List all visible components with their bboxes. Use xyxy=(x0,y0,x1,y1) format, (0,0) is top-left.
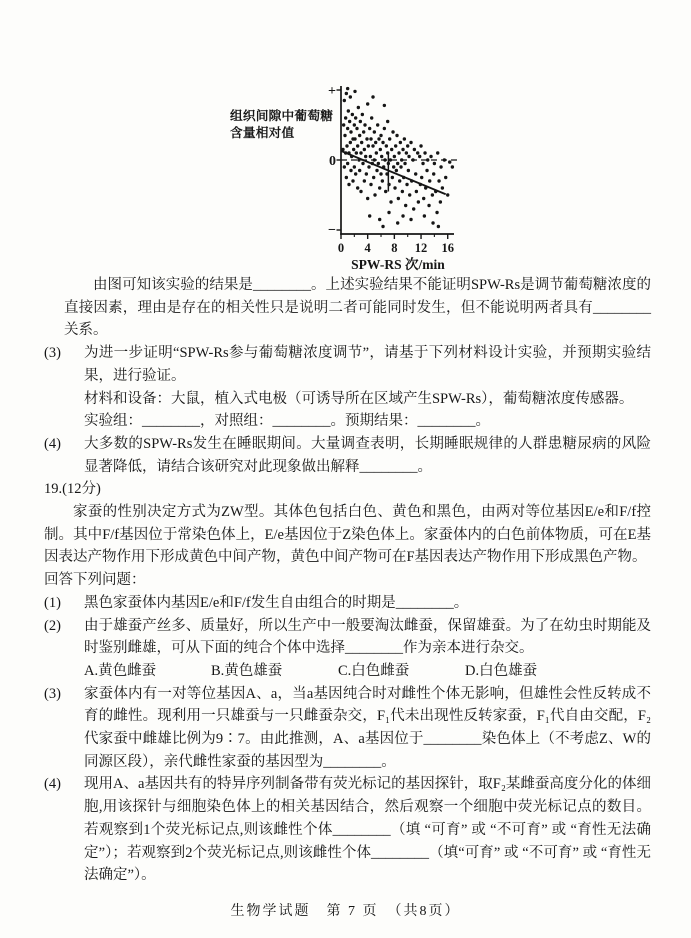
data-point xyxy=(381,179,384,182)
data-point xyxy=(383,104,386,107)
data-point xyxy=(431,193,434,196)
data-point xyxy=(376,123,379,126)
data-point xyxy=(407,169,410,172)
data-point xyxy=(347,109,350,112)
data-point xyxy=(381,225,384,228)
data-point xyxy=(387,183,390,186)
data-point xyxy=(363,123,366,126)
data-point xyxy=(349,95,352,98)
x-tick-label: 0 xyxy=(337,241,345,255)
option-c: C.白色雌蚕 xyxy=(338,662,410,679)
data-point xyxy=(365,137,368,140)
data-point xyxy=(437,179,440,182)
data-point xyxy=(368,214,371,217)
data-point xyxy=(377,137,380,140)
data-point xyxy=(434,190,437,193)
data-point xyxy=(399,165,402,168)
data-point xyxy=(353,123,356,126)
data-point xyxy=(373,158,376,161)
y-mark-zero: 0 xyxy=(329,154,336,169)
data-point xyxy=(363,179,366,182)
question-19-intro: 家蚕的性别决定方式为ZW型。其体色包括白色、黄色和黑色，由两对等位基因E/e和F/f控制。其中F/f基因位于常染色体上，E/e基因位于Z染色体上。家蚕体内的白色前体物质，可在E基因表达产物作用下形成黄色中间产物，黄色中间产物可在F基因表达产物作用下形成黑色产物。 xyxy=(44,504,651,566)
data-point xyxy=(363,148,366,151)
data-point xyxy=(396,221,399,224)
question-19-item-1 xyxy=(44,592,651,615)
y-mark-plus: + xyxy=(328,84,336,99)
data-point xyxy=(414,172,417,175)
q19-2-text: 由于雄蚕产丝多、质量好，所以生产中一般要淘汰雌蚕，保留雄蚕。为了在幼虫时期能及时鉴别雌雄，可从下面的纯合个体中选择________作为亲本进行杂交。 xyxy=(84,617,651,657)
data-point xyxy=(366,102,369,105)
data-point xyxy=(448,160,451,163)
data-point xyxy=(426,158,429,161)
data-point xyxy=(394,144,397,147)
data-point xyxy=(393,155,396,158)
question-19-item-2 xyxy=(44,615,651,683)
data-point xyxy=(398,179,401,182)
data-point xyxy=(375,169,378,172)
data-point xyxy=(364,155,367,158)
data-point xyxy=(439,165,442,168)
data-point xyxy=(378,186,381,189)
data-point xyxy=(353,90,356,93)
data-point xyxy=(405,151,408,154)
data-point xyxy=(373,130,376,133)
data-point xyxy=(346,87,349,90)
data-point xyxy=(347,183,350,186)
data-point xyxy=(381,141,384,144)
data-point xyxy=(386,151,389,154)
data-point xyxy=(345,176,348,179)
data-point xyxy=(416,151,419,154)
data-point xyxy=(359,120,362,123)
data-point xyxy=(403,162,406,165)
question-18-item-3 xyxy=(44,342,651,433)
y-axis-label-line2: 含量相对值 xyxy=(230,126,295,140)
data-point xyxy=(385,144,388,147)
data-point xyxy=(362,130,365,133)
data-point xyxy=(341,148,344,151)
scatter-plot-svg xyxy=(228,82,490,274)
item-content xyxy=(84,433,651,478)
item-marker: (3) xyxy=(44,685,61,702)
data-point xyxy=(379,134,382,137)
data-point xyxy=(345,144,348,147)
item-marker: (4) xyxy=(44,435,61,452)
data-point xyxy=(443,158,446,161)
data-point xyxy=(382,165,385,168)
data-point xyxy=(344,116,347,119)
data-point xyxy=(408,193,411,196)
option-b: B.黄色雄蚕 xyxy=(211,662,283,679)
data-point xyxy=(391,130,394,133)
data-point xyxy=(420,176,423,179)
data-point xyxy=(374,141,377,144)
data-point xyxy=(385,172,388,175)
data-point xyxy=(355,151,358,154)
data-point xyxy=(406,144,409,147)
question-19-item-4 xyxy=(44,773,651,887)
data-point xyxy=(418,155,421,158)
data-point xyxy=(435,211,438,214)
data-point xyxy=(446,193,449,196)
data-point xyxy=(397,197,400,200)
data-point xyxy=(411,158,414,161)
data-point xyxy=(439,200,442,203)
data-point xyxy=(371,95,374,98)
data-point xyxy=(412,207,415,210)
question-19-item-3 xyxy=(44,683,651,774)
data-point xyxy=(373,193,376,196)
data-point xyxy=(437,225,440,228)
data-point xyxy=(348,120,351,123)
q3-materials-text: 材料和设备：大鼠，植入式电极（可诱导所在区域产生SPW-Rs），葡萄糖浓度传感器。 xyxy=(84,390,634,407)
data-point xyxy=(369,155,372,158)
data-point xyxy=(393,186,396,189)
data-point xyxy=(367,165,370,168)
data-point xyxy=(365,172,368,175)
data-point xyxy=(413,148,416,151)
data-point xyxy=(343,99,346,102)
data-point xyxy=(401,190,404,193)
data-point xyxy=(441,186,444,189)
data-point xyxy=(371,144,374,147)
data-point xyxy=(347,151,350,154)
data-point xyxy=(358,169,361,172)
data-point xyxy=(351,113,354,116)
data-point xyxy=(432,172,435,175)
data-point xyxy=(389,158,392,161)
x-tick-label: 16 xyxy=(441,241,454,255)
item-marker: (2) xyxy=(44,617,61,634)
data-point xyxy=(352,148,355,151)
data-point xyxy=(389,200,392,203)
data-point xyxy=(390,148,393,151)
data-point xyxy=(377,162,380,165)
data-point xyxy=(349,130,352,133)
data-point xyxy=(361,113,364,116)
data-point xyxy=(436,151,439,154)
data-point xyxy=(395,169,398,172)
data-point xyxy=(421,162,424,165)
q19-3-text: 家蚕体内有一对等位基因A、a，当a基因纯合时对雌性个体无影响，但雄性会性反转成不育的雌性。现利用一只雄蚕与一只雌蚕杂交，F₁代未出现性反转家蚕，F₁代自由交配，F₂代家蚕中雌雄比例为9∶7。由此推测，A、a基因位于________染色体上（不考虑Z、W的同源区段），亲代雌性家蚕的基因型为________。 xyxy=(84,685,651,770)
data-point xyxy=(410,179,413,182)
data-point xyxy=(404,204,407,207)
item-marker: (3) xyxy=(44,345,61,362)
data-point xyxy=(371,162,374,165)
data-point xyxy=(354,116,357,119)
data-point xyxy=(346,162,349,165)
item-content xyxy=(84,342,651,433)
q19-1-text: 黑色家蚕体内基因E/e和F/f发生自由组合的时期是________。 xyxy=(84,594,469,611)
data-point xyxy=(344,151,347,154)
data-point xyxy=(361,162,364,165)
q4-text: 大多数的SPW-Rs发生在睡眠期间。大量调查表明，长期睡眠规律的人群患糖尿病的风险显著降低，请结合该研究对此现象做出解释________。 xyxy=(84,435,651,475)
data-point xyxy=(353,165,356,168)
x-tick-label: 4 xyxy=(364,241,371,255)
data-point xyxy=(400,158,403,161)
q3-groups-blanks: 实验组：________，对照组：________。预期结果：________。 xyxy=(84,413,490,430)
data-point xyxy=(368,127,371,130)
data-point xyxy=(357,106,360,109)
data-point xyxy=(431,221,434,224)
data-point xyxy=(369,183,372,186)
data-point xyxy=(375,151,378,154)
data-point xyxy=(353,137,356,140)
data-point xyxy=(444,176,447,179)
data-point xyxy=(355,127,358,130)
data-point xyxy=(380,155,383,158)
option-d: D.白色雄蚕 xyxy=(465,662,538,679)
data-point xyxy=(356,186,359,189)
x-axis-label: SPW-RS 次/min xyxy=(351,257,445,272)
data-point xyxy=(360,141,363,144)
data-point xyxy=(405,183,408,186)
data-point xyxy=(345,92,348,95)
data-point xyxy=(387,162,390,165)
x-tick-label: 8 xyxy=(391,241,398,255)
data-point xyxy=(387,211,390,214)
data-point xyxy=(391,176,394,179)
data-point xyxy=(428,179,431,182)
data-point xyxy=(366,197,369,200)
x-tick-label: 12 xyxy=(414,241,428,255)
data-point xyxy=(419,183,422,186)
data-point xyxy=(359,190,362,193)
data-point xyxy=(386,120,389,123)
data-point xyxy=(423,151,426,154)
data-point xyxy=(392,165,395,168)
data-point xyxy=(401,148,404,151)
item-marker: (1) xyxy=(44,594,61,611)
data-point xyxy=(343,165,346,168)
result-paragraph: 由图可知该实验的结果是________。上述实验结果不能证明SPW-Rs是调节葡萄糖浓度的直接因素，理由是存在的相关性只是说明二者可能同时发生，但不能说明两者具有________关系。 xyxy=(64,277,651,339)
data-point xyxy=(349,141,352,144)
data-point xyxy=(451,165,454,168)
data-point xyxy=(433,162,436,165)
page-footer: 生物学试题 第 7 页 （共8页） xyxy=(230,904,461,919)
data-point xyxy=(359,151,362,154)
question-18-item-4 xyxy=(44,433,651,478)
data-point xyxy=(351,179,354,182)
data-point xyxy=(383,158,386,161)
data-point xyxy=(379,172,382,175)
data-point xyxy=(369,137,372,140)
data-point xyxy=(424,186,427,189)
data-point xyxy=(403,137,406,140)
question-19-prompt: 回答下列问题： xyxy=(44,572,146,589)
q3-design-text: 为进一步证明“SPW-Rs参与葡萄糖浓度调节”，请基于下列材料设计实验，并预期实验结果，进行验证。 xyxy=(84,345,651,384)
data-point xyxy=(396,162,399,165)
data-point xyxy=(356,144,359,147)
data-point xyxy=(343,134,346,137)
data-point xyxy=(379,148,382,151)
item-marker: (4) xyxy=(44,776,61,793)
data-point xyxy=(419,144,422,147)
data-point xyxy=(425,169,428,172)
data-point xyxy=(358,134,361,137)
data-point xyxy=(349,169,352,172)
data-point xyxy=(378,218,381,221)
data-point xyxy=(399,141,402,144)
data-point xyxy=(407,155,410,158)
data-point xyxy=(401,214,404,217)
data-point xyxy=(423,214,426,217)
data-point xyxy=(354,172,357,175)
y-axis-label-line1: 组织间隙中葡萄糖 xyxy=(230,109,334,123)
data-point xyxy=(422,197,425,200)
data-point xyxy=(383,127,386,130)
data-point xyxy=(409,141,412,144)
data-point xyxy=(417,200,420,203)
data-point xyxy=(350,155,353,158)
data-point xyxy=(346,127,349,130)
data-point xyxy=(415,190,418,193)
data-point xyxy=(342,123,345,126)
option-a: A.黄色雌蚕 xyxy=(84,662,157,679)
q19-2-options xyxy=(84,660,651,683)
data-point xyxy=(370,116,373,119)
data-point xyxy=(372,176,375,179)
data-point xyxy=(384,190,387,193)
data-point xyxy=(388,137,391,140)
data-point xyxy=(357,158,360,161)
data-point xyxy=(427,204,430,207)
y-mark-minus: − xyxy=(328,223,336,238)
data-point xyxy=(367,144,370,147)
data-point xyxy=(397,151,400,154)
scatter-plot-figure xyxy=(228,82,490,274)
data-point xyxy=(402,176,405,179)
question-19-heading: 19.(12分) xyxy=(44,481,101,498)
data-point xyxy=(395,134,398,137)
q19-4-text: 现用A、a基因共有的特异序列制备带有荧光标记的基因探针，取F₂某雌蚕高度分化的体细胞,用该探针与细胞染色体上的相关基因结合，然后观察一个细胞中荧光标记点的数目。若观察到1个荧光标记点,则该雌性个体________（填 “可育” 或 “不可育” 或 “育性无法确定”）；若观察到2个荧光标记点,则该雌性个体________（填“可育” 或 “不可育” 或 “育性无法确定”）。 xyxy=(84,776,651,884)
data-point xyxy=(429,155,432,158)
data-point xyxy=(409,218,412,221)
item-content xyxy=(84,615,651,683)
